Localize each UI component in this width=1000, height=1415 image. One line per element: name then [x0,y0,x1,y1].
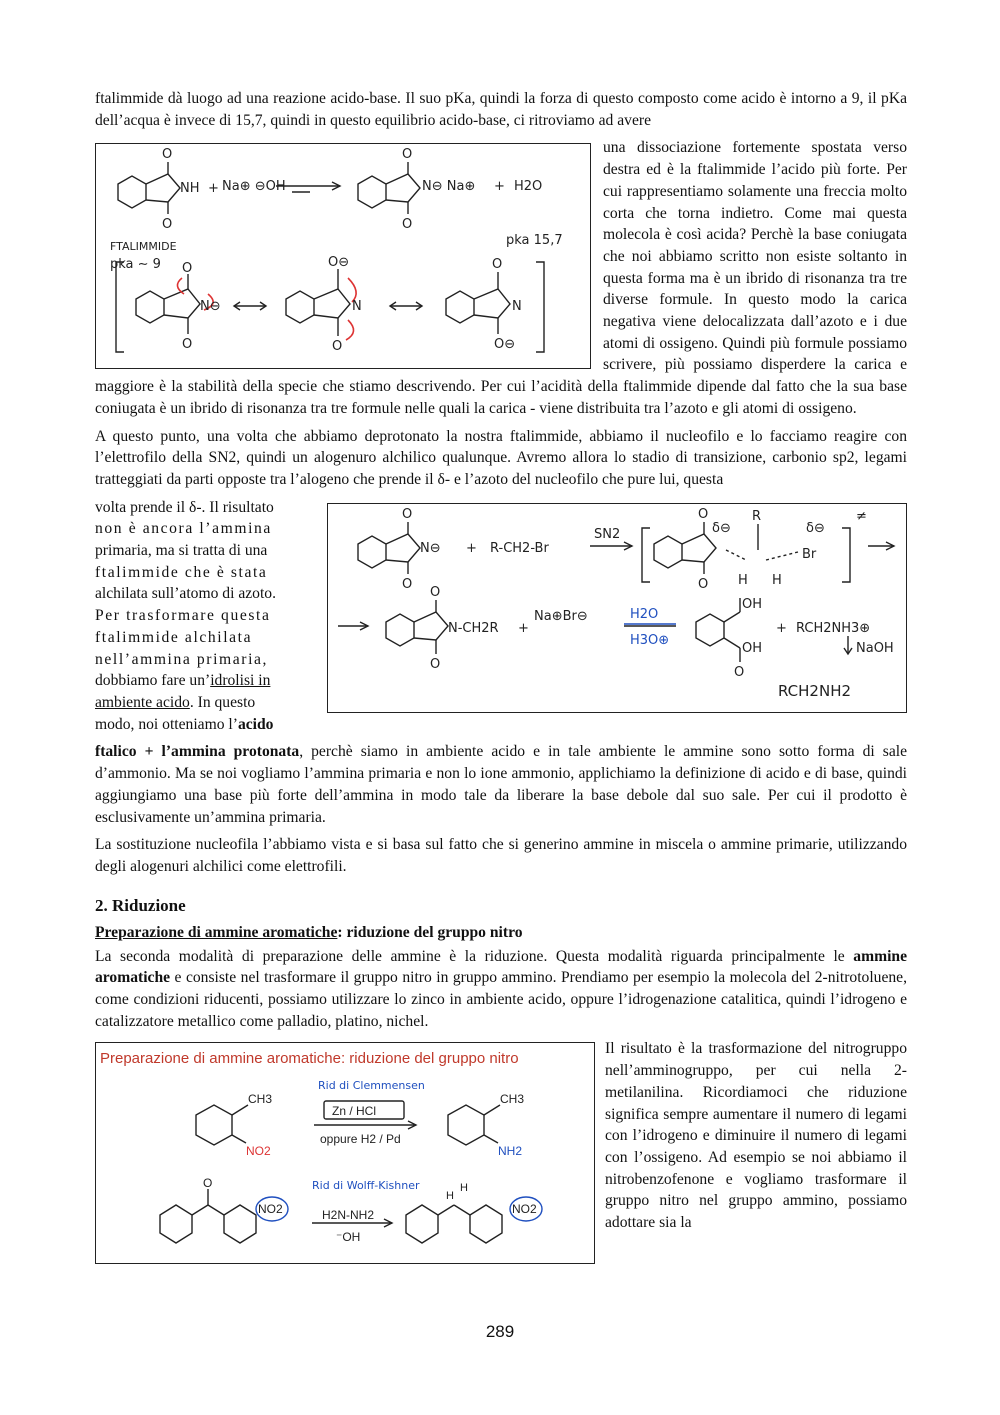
reagent-h2-pd: oppure H2 / Pd [320,1132,401,1147]
nh2-label: NH2 [498,1144,523,1159]
sn2-label: SN2 [594,526,621,542]
water-label: H2O [514,179,543,195]
line: alchilata sull’atomo di azoto. [95,585,277,603]
br-label: Br [802,546,817,562]
n-minus-label: N⊖ [420,540,441,556]
n-minus-label: N⊖ [200,299,221,315]
plus-sign: + [208,181,219,197]
subsection-underlined: Preparazione di ammine aromatiche [95,923,338,941]
product-n-label: N⊖ Na⊕ [422,179,476,195]
line: modo, noi otteniamo l’ [95,715,238,733]
ch3-label: CH3 [248,1092,273,1107]
oxygen-label: O [182,261,193,277]
h-label: H [772,572,782,588]
line: volta prende il δ-. Il risultato [95,498,274,516]
oxygen-label: O [402,576,413,592]
n-label: N [512,299,522,315]
r-label: R [752,508,762,524]
oxygen-label: O [162,147,173,163]
oxygen-label: O [430,656,441,672]
oxygen-label: O [402,147,413,163]
no2-label: NO2 [258,1202,283,1217]
oxygen-label: O [698,506,709,522]
oh-label: OH [742,596,763,612]
no2-label: NO2 [512,1202,537,1217]
oxygen-label: O [430,584,441,600]
plus-sign: + [776,620,787,636]
gabriel-drawing [328,504,908,714]
n-alkyl-label: N-CH2R [448,620,499,636]
naoh-reagent: Na⊕ ⊖OH [222,179,286,195]
section-nitro-reduction [95,1038,907,1264]
page-number: 289 [485,1322,515,1341]
figure-gabriel-synthesis [327,503,907,713]
hydronium-label: H3O⊕ [630,632,670,648]
n-label: N [352,299,362,315]
h-label: H [738,572,748,588]
bold-text: ftalico + l’ammina protonata [95,743,300,761]
line: ftalimmide che è stata [95,563,268,581]
line: Per trasformare questa [95,607,271,625]
line: non è ancora l’ammina [95,520,272,538]
line: ftalimmide alchilata [95,628,253,646]
o-minus-label: O⊖ [494,337,516,353]
amine-product-label: RCH2NH2 [778,681,852,700]
oxygen-label: O [332,339,343,355]
pka-ftal-label: pka ∼ 9 [110,257,161,273]
paragraph-reduction [95,946,907,1033]
line: . In questo [189,693,256,711]
o-minus-label: O⊖ [328,255,350,271]
paragraph-hydrolysis [95,741,907,828]
section-phthalimide-acidity [95,137,907,425]
nh-label: NH [180,181,200,197]
paragraph-summary: La sostituzione nucleofila l’abbiamo vista e si basa sul fatto che si generino ammine in miscela o ammine primarie, utilizzando degli alogenuri alchilici come elettrofili. [95,836,907,875]
paragraph-acidity: una dissociazione fortemente spostata verso destra ed è la ftalimmide l’acido più forte. Per cui rappresentiamo solamente una freccia molto corta che torna indietro. Come mai questa molecola è così acida? Perchè la base coniugata che noi abbiamo scritto non esiste soltanto in questa forma ma è un ibrido di risonanza tra tre diverse formule. In questo modo la carica negativa viene delocalizzata dall’azoto e i due atomi di ossigeno. Quindi più formule possiamo scrivere, più possiamo disperdere la carica e maggiore è la stabilità della specie che stiamo descrivendo. Per cui l’acidità della ftalimmide dipende dal fatto che la sua base coniugata è un ibrido di risonanza tra tre formule nelle quali la carica - viene distribuita tra l’azoto e gli atomi di ossigeno. [95,139,907,417]
wolff-kishner-note: Rid di Wolff-Kishner [312,1179,420,1193]
delta-minus-label: δ⊖ [712,520,731,536]
nabr-label: Na⊕Br⊖ [534,608,588,624]
underlined-text: idrolisi in [210,672,271,690]
alkyl-halide-label: R-CH2-Br [490,540,549,556]
line: primaria, ma si tratta di una [95,542,268,560]
oxygen-label: O [734,664,745,680]
oh-label: OH [742,640,763,656]
delta-minus-label: δ⊖ [806,520,825,536]
bold-text: acido [237,715,274,733]
oxygen-label: O [182,337,193,353]
paragraph-text: , perchè siamo in ambiente acido e in tale ambiente le ammine sono sotto forma di sale d’ammonio. Ma se noi vogliamo l’ammina primaria e non lo ione ammonio, applichiamo la definizione di acido e di base, quindi aggiungiamo una base più forte dell’ammina in modo tale da liberare la base debole dal suo sale. Per cui il prodotto è esclusivamente un’ammina primaria. [95,743,907,826]
oxygen-label: O [492,257,503,273]
ftalimmide-label: FTALIMMIDE [110,240,177,254]
h-label: H [446,1190,454,1203]
page-content [95,88,907,1264]
oxygen-label: O [402,217,413,233]
reagent-hydrazine: H2N-NH2 [322,1208,375,1223]
pka-water-label: pka 15,7 [506,233,563,249]
resonance-drawing [96,144,592,370]
figure-nitro-reduction [95,1042,595,1264]
paragraph-intro: ftalimmide dà luogo ad una reazione acido-base. Il suo pKa, quindi la forza di questo composto come acido è intorno a 9, il pKa dell’acqua è invece di 15,7, quindi in questo equilibrio acido-base, ci ritroviamo ad avere [95,90,907,129]
ammonium-label: RCH2NH3⊕ [796,620,871,636]
line: dobbiamo fare un’ [95,672,211,690]
oxygen-label: O [402,506,413,522]
oxygen-label: O [698,576,709,592]
paragraph-text: La seconda modalità di preparazione delle ammine è la riduzione. Questa modalità riguarda principalmente le [95,947,854,965]
plus-sign: + [466,540,477,556]
subsection-title [95,924,907,942]
section-gabriel [95,497,907,742]
line: nell’ammina primaria, [95,650,269,668]
reagent-zn-hcl: Zn / HCl [332,1104,377,1119]
transition-state-label: ≠ [856,508,867,524]
paragraph-reduction-result: Il risultato è la trasformazione del nitrogruppo nell’amminogruppo, per cui nella 2-metilanilina. Ricordiamoci che riduzione significa sempre aumentare il numero di legami con l’idrogeno e diminuire il numero di legami con l’ossigeno. Ad esempio se noi abbiamo il nitrobenzofenone e vogliamo trasformare il gruppo nitro nel gruppo ammino, possiamo adottare sia la [605,1040,907,1232]
naoh-label: NaOH [856,640,894,656]
oxygen-label: O [162,217,173,233]
nitro-reduction-drawing [96,1043,596,1265]
h-label: H [460,1182,468,1195]
water-label: H2O [630,606,659,622]
clemmensen-note: Rid di Clemmensen [318,1079,425,1093]
subsection-rest: : riduzione del gruppo nitro [337,923,523,941]
bold-text: ammine aromatiche [95,947,907,987]
section-title: 2. Riduzione [95,895,186,915]
paragraph-sn2-intro: A questo punto, una volta che abbiamo deprotonato la nostra ftalimmide, abbiamo il nucleofilo e lo facciamo reagire con l’elettrofilo della SN2, quindi un alogenuro alchilico qualunque. Avremo allora lo stadio di transizione, carbonio sp2, legami tratteggiati da parti opposte tra l’alogeno che prende il δ- e l’azoto del nucleofilo che pure lui, questa [95,427,907,488]
plus-sign-2: + [494,179,505,195]
underlined-text: ambiente acido [95,693,190,711]
figure-phthalimide-resonance [95,143,591,369]
oxygen-label: O [203,1176,213,1191]
plus-sign: + [518,620,529,636]
ch3-label: CH3 [500,1092,525,1107]
paragraph-text: e consiste nel trasformare il gruppo nitro in gruppo ammino. Prendiamo per esempio la molecola del 2-nitrotoluene, come condizioni riducenti, possiamo utilizzare lo zinco in ambiente acido, oppure l’idrogenazione catalitica, quindi l’idrogeno e catalizzatore metallico come palladio, platino, nichel. [95,969,907,1030]
reagent-hydroxide: ⁻OH [336,1230,361,1245]
no2-label: NO2 [246,1144,271,1159]
figure-title: Preparazione di ammine aromatiche: riduzione del gruppo nitro [100,1050,519,1068]
